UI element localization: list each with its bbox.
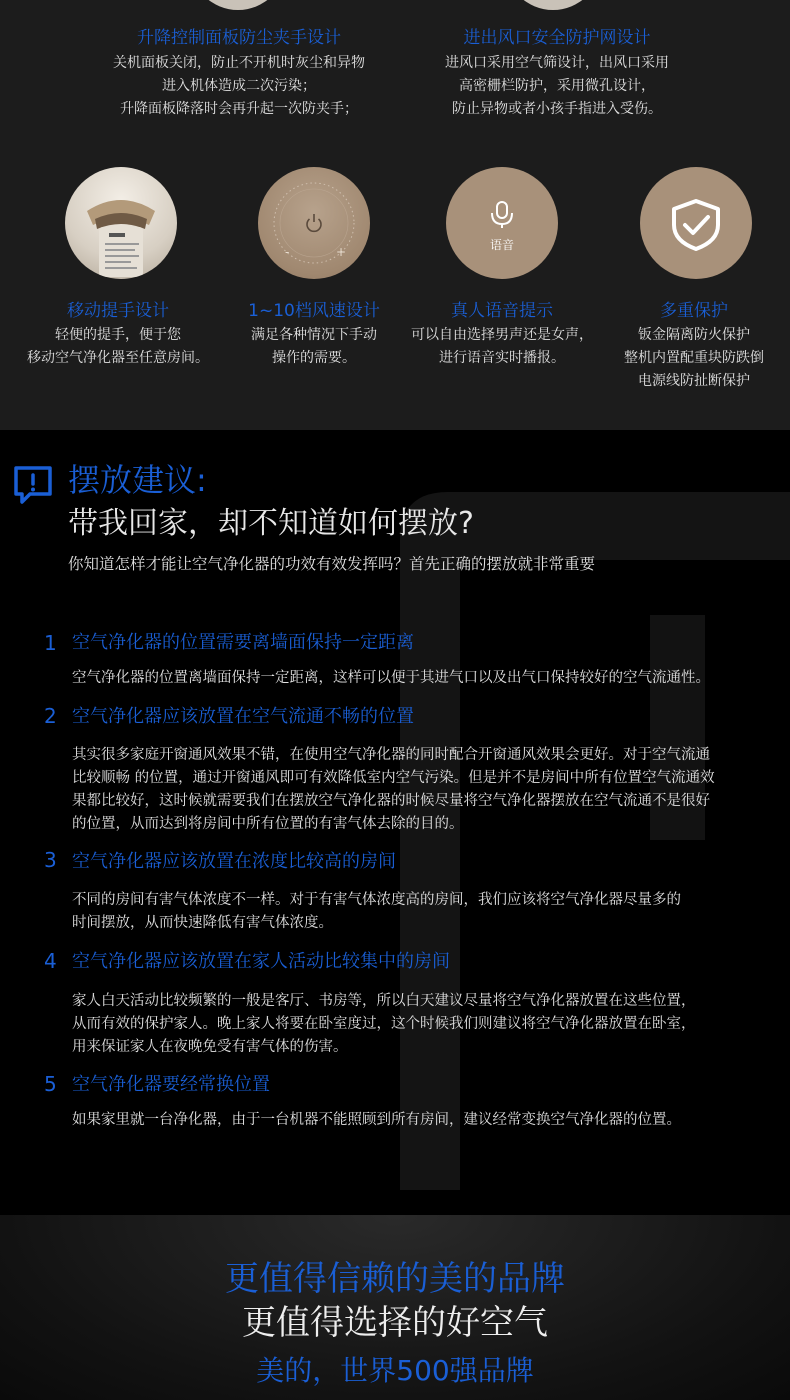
feature-title: 真人语音提示 xyxy=(451,301,553,321)
power-dial-icon xyxy=(258,167,370,279)
feature-desc-line: 电源线防扯断保护 xyxy=(638,373,750,389)
shield-check-icon xyxy=(640,167,752,279)
item-title: 空气净化器应该放置在浓度比较高的房间 xyxy=(72,851,396,872)
feature-title: 进出风口安全防护网设计 xyxy=(463,28,651,48)
paragraph-line: 如果家里就一台净化器，由于一台机器不能照顾到所有房间，建议经常变换空气净化器的位置。 xyxy=(72,1112,681,1128)
paragraph-line: 其实很多家庭开窗通风效果不错，在使用空气净化器的同时配合开窗通风效果会更好。对于空气流通 xyxy=(72,747,710,763)
paragraph-line: 从而有效的保护家人。晚上家人将要在卧室度过，这个时候我们则建议将空气净化器放置在卧室， xyxy=(72,1016,696,1032)
feature-desc-line: 防止异物或者小孩手指进入受伤。 xyxy=(452,101,662,117)
paragraph-line: 的位置，从而达到将房间中所有位置的有害气体去除的目的。 xyxy=(72,816,464,832)
placement-advice-section xyxy=(0,430,790,1215)
feature-fan-speed xyxy=(214,300,414,370)
item-paragraph xyxy=(72,1109,681,1132)
advice-intro: 你知道怎样才能让空气净化器的功效有效发挥吗？首先正确的摆放就非常重要 xyxy=(68,555,596,573)
item-number: 3 xyxy=(44,848,57,872)
feature-desc-line: 满足各种情况下手动 xyxy=(251,327,377,343)
item-paragraph xyxy=(72,744,715,836)
advice-heading: 摆放建议: xyxy=(68,461,207,499)
feature-protection xyxy=(604,300,784,393)
paragraph-line: 时间摆放，从而快速降低有害气体浓度。 xyxy=(72,915,333,931)
voice-label: 语音 xyxy=(489,238,514,252)
item-title: 空气净化器的位置需要离墙面保持一定距离 xyxy=(72,632,414,653)
handle-photo xyxy=(65,167,177,279)
item-title: 空气净化器要经常换位置 xyxy=(72,1074,270,1095)
feature-title: 多重保护 xyxy=(660,301,728,321)
feature-desc-line: 整机内置配重块防跌倒 xyxy=(624,350,764,366)
feature-title: 升降控制面板防尘夹手设计 xyxy=(137,28,341,48)
paragraph-line: 比较顺畅 的位置，通过开窗通风即可有效降低室内空气污染。但是并不是房间中所有位置空气流通效 xyxy=(72,770,715,786)
feature-desc-line: 可以自由选择男声还是女声， xyxy=(411,327,593,343)
feature-desc-line: 进入机体造成二次污染； xyxy=(162,78,316,94)
minus-label: - xyxy=(285,245,290,259)
feature-desc-line: 操作的需要。 xyxy=(272,350,356,366)
feature-image-panel xyxy=(190,0,286,10)
feature-desc-line: 钣金隔离防火保护 xyxy=(638,327,750,343)
feature-vent-design xyxy=(358,27,756,121)
item-paragraph xyxy=(72,667,710,690)
brand-line-fortune500: 美的，世界500强品牌 xyxy=(256,1354,534,1387)
item-number: 4 xyxy=(44,949,57,973)
feature-desc-line: 移动空气净化器至任意房间。 xyxy=(27,350,209,366)
feature-desc-line: 轻便的提手，便于您 xyxy=(55,327,181,343)
brand-section xyxy=(0,1215,790,1400)
feature-desc-line: 关机面板关闭，防止不开机时灰尘和异物 xyxy=(113,55,365,71)
feature-desc-line: 进行语音实时播报。 xyxy=(439,350,565,366)
item-number: 5 xyxy=(44,1072,57,1096)
feature-image-vent xyxy=(505,0,601,10)
microphone-icon xyxy=(446,167,558,279)
brand-line-trust: 更值得信赖的美的品牌 xyxy=(225,1259,565,1299)
feature-desc-line: 进风口采用空气筛设计，出风口采用 xyxy=(445,55,669,71)
feature-desc-line: 升降面板降落时会再升起一次防夹手； xyxy=(120,101,358,117)
plus-label: + xyxy=(336,245,347,259)
item-paragraph xyxy=(72,889,681,935)
item-paragraph xyxy=(72,990,696,1059)
feature-desc-line: 高密栅栏防护，采用微孔设计， xyxy=(459,78,655,94)
paragraph-line: 家人白天活动比较频繁的一般是客厅、书房等，所以白天建议尽量将空气净化器放置在这些位置， xyxy=(72,993,696,1009)
brand-line-air: 更值得选择的好空气 xyxy=(242,1303,548,1343)
feature-voice xyxy=(400,300,604,370)
paragraph-line: 空气净化器的位置离墙面保持一定距离，这样可以便于其进气口以及出气口保持较好的空气流通性。 xyxy=(72,670,710,686)
paragraph-line: 果都比较好，这时候就需要我们在摆放空气净化器的时候尽量将空气净化器摆放在空气流通不是很好 xyxy=(72,793,710,809)
feature-handle xyxy=(0,300,236,370)
comment-alert-icon xyxy=(12,464,54,506)
item-number: 2 xyxy=(44,704,57,728)
features-section xyxy=(0,0,790,430)
feature-title: 1~10档风速设计 xyxy=(248,301,380,321)
paragraph-line: 不同的房间有害气体浓度不一样。对于有害气体浓度高的房间，我们应该将空气净化器尽量多的 xyxy=(72,892,681,908)
item-title: 空气净化器应该放置在空气流通不畅的位置 xyxy=(72,706,414,727)
feature-title: 移动提手设计 xyxy=(67,301,169,321)
item-title: 空气净化器应该放置在家人活动比较集中的房间 xyxy=(72,951,450,972)
advice-subheading: 带我回家，却不知道如何摆放? xyxy=(68,506,474,541)
item-number: 1 xyxy=(44,631,57,655)
paragraph-line: 用来保证家人在夜晚免受有害气体的伤害。 xyxy=(72,1039,348,1055)
